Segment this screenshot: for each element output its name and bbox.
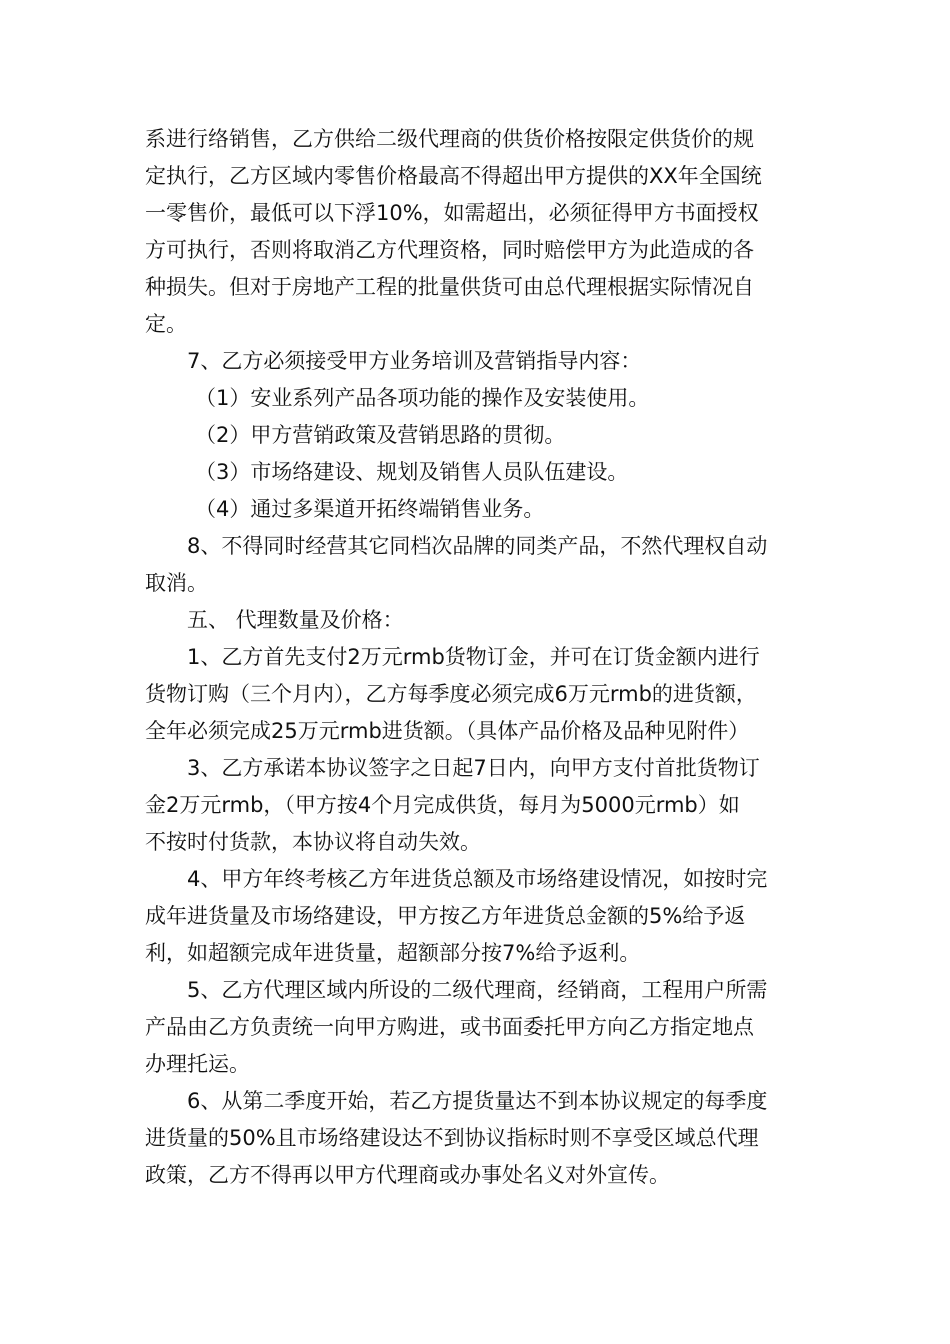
text-line: 利，如超额完成年进货量，超额部分按7%给予返利。 xyxy=(145,941,641,965)
text-line: 政策，乙方不得再以甲方代理商或办事处名义对外宣传。 xyxy=(145,1163,670,1187)
text-line: （2）甲方营销政策及营销思路的贯彻。 xyxy=(195,423,566,447)
text-line: 定。 xyxy=(145,312,187,336)
text-line: 货物订购（三个月内），乙方每季度必须完成6万元rmb的进货额， xyxy=(145,682,757,706)
text-line: 办理托运。 xyxy=(145,1052,250,1076)
text-line: 1、乙方首先支付2万元rmb货物订金，并可在订货金额内进行 xyxy=(187,645,760,669)
text-line: 种损失。但对于房地产工程的批量供货可由总代理根据实际情况自 xyxy=(145,275,754,299)
text-line: 3、乙方承诺本协议签字之日起7日内，向甲方支付首批货物订 xyxy=(187,756,760,780)
text-line: 成年进货量及市场络建设，甲方按乙方年进货总金额的5%给予返 xyxy=(145,904,746,928)
text-line: 8、不得同时经营其它同档次品牌的同类产品，不然代理权自动 xyxy=(187,534,768,558)
text-line: 定执行，乙方区域内零售价格最高不得超出甲方提供的XX年全国统 xyxy=(145,164,762,188)
text-line: （1）安业系列产品各项功能的操作及安装使用。 xyxy=(195,386,650,410)
document-body xyxy=(145,121,950,1194)
text-line: 5、乙方代理区域内所设的二级代理商，经销商，工程用户所需 xyxy=(187,978,768,1002)
text-line: 五、 代理数量及价格： xyxy=(187,608,404,632)
text-line: 一零售价，最低可以下浮10%，如需超出，必须征得甲方书面授权 xyxy=(145,201,759,225)
text-line: 进货量的50%且市场络建设达不到协议指标时则不享受区域总代理 xyxy=(145,1126,759,1150)
text-line: 全年必须完成25万元rmb进货额。（具体产品价格及品种见附件） xyxy=(145,719,750,743)
text-line: 产品由乙方负责统一向甲方购进，或书面委托甲方向乙方指定地点 xyxy=(145,1015,754,1039)
text-line: （3）市场络建设、规划及销售人员队伍建设。 xyxy=(195,460,629,484)
text-line: 7、乙方必须接受甲方业务培训及营销指导内容： xyxy=(187,349,642,373)
text-line: 不按时付货款，本协议将自动失效。 xyxy=(145,830,481,854)
text-line: 金2万元rmb，（甲方按4个月完成供货，每月为5000元rmb）如 xyxy=(145,793,740,817)
text-line: 取消。 xyxy=(145,571,208,595)
text-line: （4）通过多渠道开拓终端销售业务。 xyxy=(195,497,545,521)
text-line: 系进行络销售，乙方供给二级代理商的供货价格按限定供货价的规 xyxy=(145,127,754,151)
text-line: 4、甲方年终考核乙方年进货总额及市场络建设情况，如按时完 xyxy=(187,867,768,891)
text-line: 6、从第二季度开始，若乙方提货量达不到本协议规定的每季度 xyxy=(187,1089,768,1113)
text-line: 方可执行，否则将取消乙方代理资格，同时赔偿甲方为此造成的各 xyxy=(145,238,754,262)
